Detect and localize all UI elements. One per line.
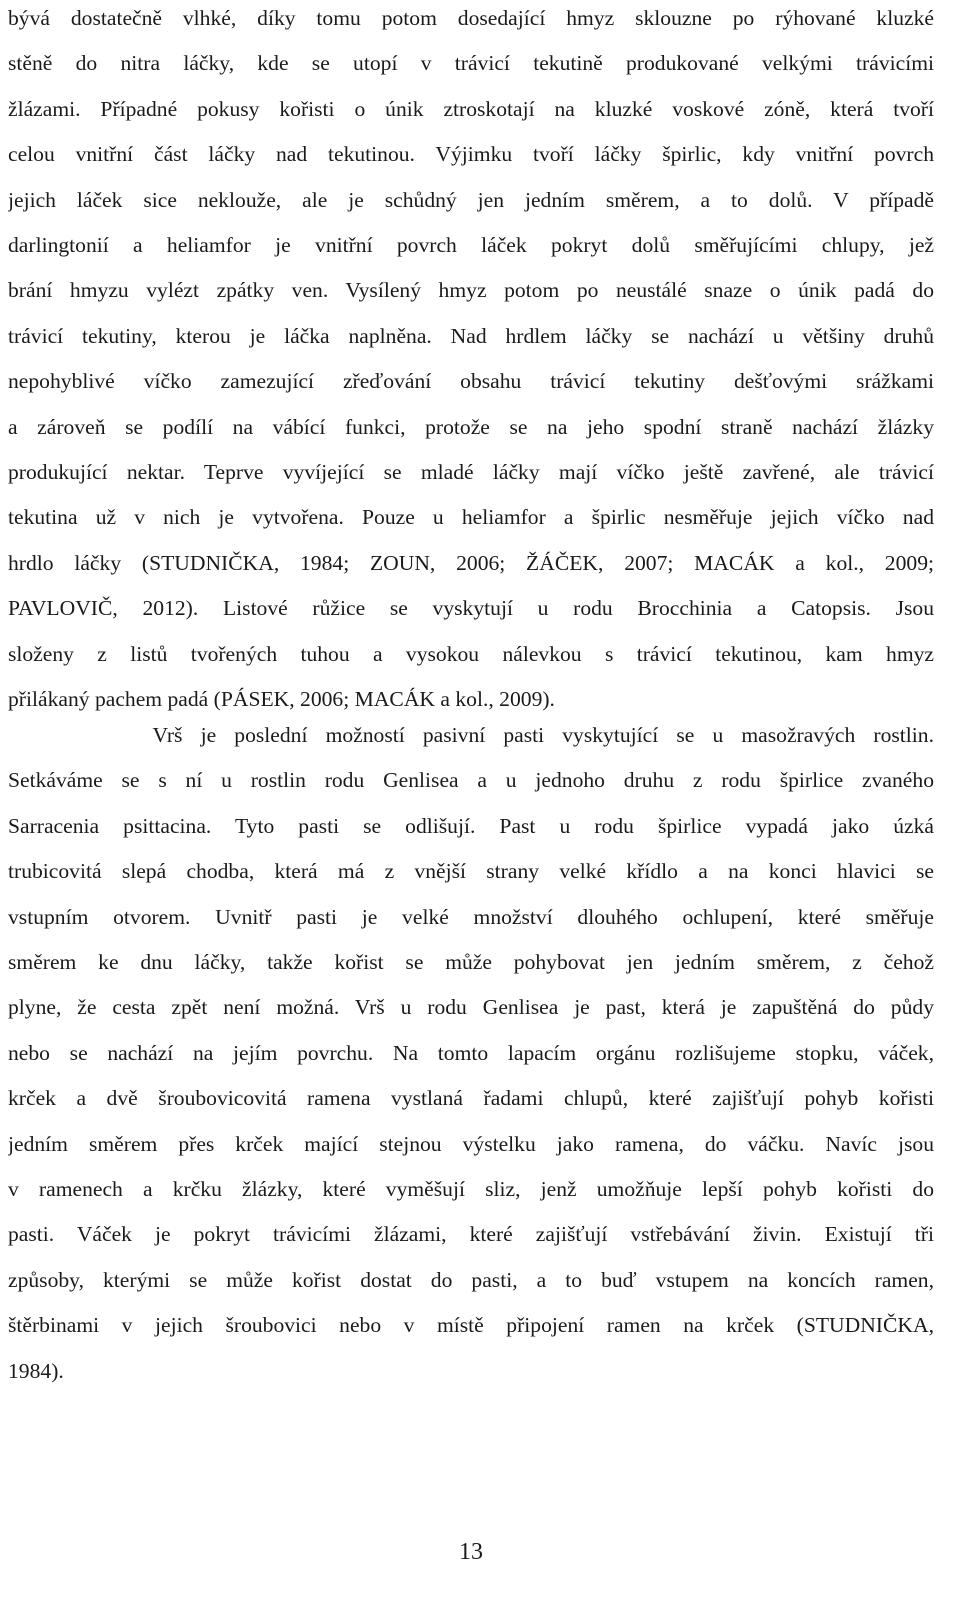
text-line: plyne, že cesta zpět není možná. Vrš u rodu Genlisea je past, která je zapuštěná do půdy [8,995,934,1020]
text-line: způsoby, kterými se může kořist dostat do pasti, a to buď vstupem na koncích ramen, [8,1267,934,1292]
text-line: krček a dvě šroubovicovitá ramena vystlaná řadami chlupů, které zajišťují pohyb kořisti [8,1086,934,1111]
text-line: vstupním otvorem. Uvnitř pasti je velké množství dlouhého ochlupení, které směřuje [8,904,934,929]
paragraph-eel-traps [8,713,934,1394]
text-line: složeny z listů tvořených tuhou a vysokou nálevkou s trávicí tekutinou, kam hmyz [8,641,934,666]
text-line: pasti. Váček je pokryt trávicími žlázami, které zajišťují vstřebávání živin. Existují tři [8,1222,934,1247]
text-line: PAVLOVIČ, 2012). Listové růžice se vyskytují u rodu Brocchinia a Catopsis. Jsou [8,596,934,621]
text-line: Vrš je poslední možností pasivní pasti vyskytující se u masožravých rostlin. [8,723,934,747]
text-line: přilákaný pachem padá (PÁSEK, 2006; MACÁK a kol., 2009). [8,687,555,712]
text-line: a zároveň se podílí na vábící funkci, protože se na jeho spodní straně nachází žlázky [8,414,934,439]
text-line: směrem ke dnu láčky, takže kořist se může pohybovat jen jedním směrem, z čehož [8,950,934,975]
text-line: nepohyblivé víčko zamezující zřeďování obsahu trávicí tekutiny dešťovými srážkami [8,369,934,394]
text-line: stěně do nitra láčky, kde se utopí v trávicí tekutině produkované velkými trávicími [8,51,934,76]
text-line: hrdlo láčky (STUDNIČKA, 1984; ZOUN, 2006; ŽÁČEK, 2007; MACÁK a kol., 2009; [8,550,934,575]
text-line: brání hmyzu vylézt zpátky ven. Vysílený hmyz potom po neustálé snaze o únik padá do [8,278,934,303]
text-line: bývá dostatečně vlhké, díky tomu potom dosedající hmyz sklouzne po rýhované kluzké [8,6,934,30]
text-line: 1984). [8,1358,64,1383]
text-line: tekutina už v nich je vytvořena. Pouze u heliamfor a špirlic nesměřuje jejich víčko nad [8,505,934,530]
text-line: produkující nektar. Teprve vyvíjející se mladé láčky mají víčko ještě zavřené, ale trávicí [8,460,934,485]
text-line: štěrbinami v jejich šroubovici nebo v místě připojení ramen na krček (STUDNIČKA, [8,1313,934,1338]
text-line: Sarracenia psittacina. Tyto pasti se odlišují. Past u rodu špirlice vypadá jako úzká [8,813,934,838]
text-line: celou vnitřní část láčky nad tekutinou. Výjimku tvoří láčky špirlic, kdy vnitřní povrch [8,142,934,167]
text-line: nebo se nachází na jejím povrchu. Na tomto lapacím orgánu rozlišujeme stopku, váček, [8,1040,934,1065]
page-number: 13 [459,1539,483,1565]
text-line: darlingtonií a heliamfor je vnitřní povrch láček pokryt dolů směřujícími chlupy, jež [8,233,934,258]
text-line: žlázami. Případné pokusy kořisti o únik ztroskotají na kluzké voskové zóně, která tvoří [8,96,934,121]
text-line: trubicovitá slepá chodba, která má z vnější strany velké křídlo a na konci hlavici se [8,859,934,884]
text-line: jejich láček sice neklouže, ale je schůdný jen jedním směrem, a to dolů. V případě [8,187,934,212]
text-line: v ramenech a krčku žlázky, které vyměšují sliz, jenž umožňuje lepší pohyb kořisti do [8,1177,934,1202]
paragraph-pitcher-traps [8,0,934,723]
text-line: jedním směrem přes krček mající stejnou výstelku jako ramena, do váčku. Navíc jsou [8,1131,934,1156]
text-line: Setkáváme se s ní u rostlin rodu Genlisea a u jednoho druhu z rodu špirlice zvaného [8,768,934,793]
text-line: trávicí tekutiny, kterou je láčka naplněna. Nad hrdlem láčky se nachází u většiny druhů [8,323,934,348]
